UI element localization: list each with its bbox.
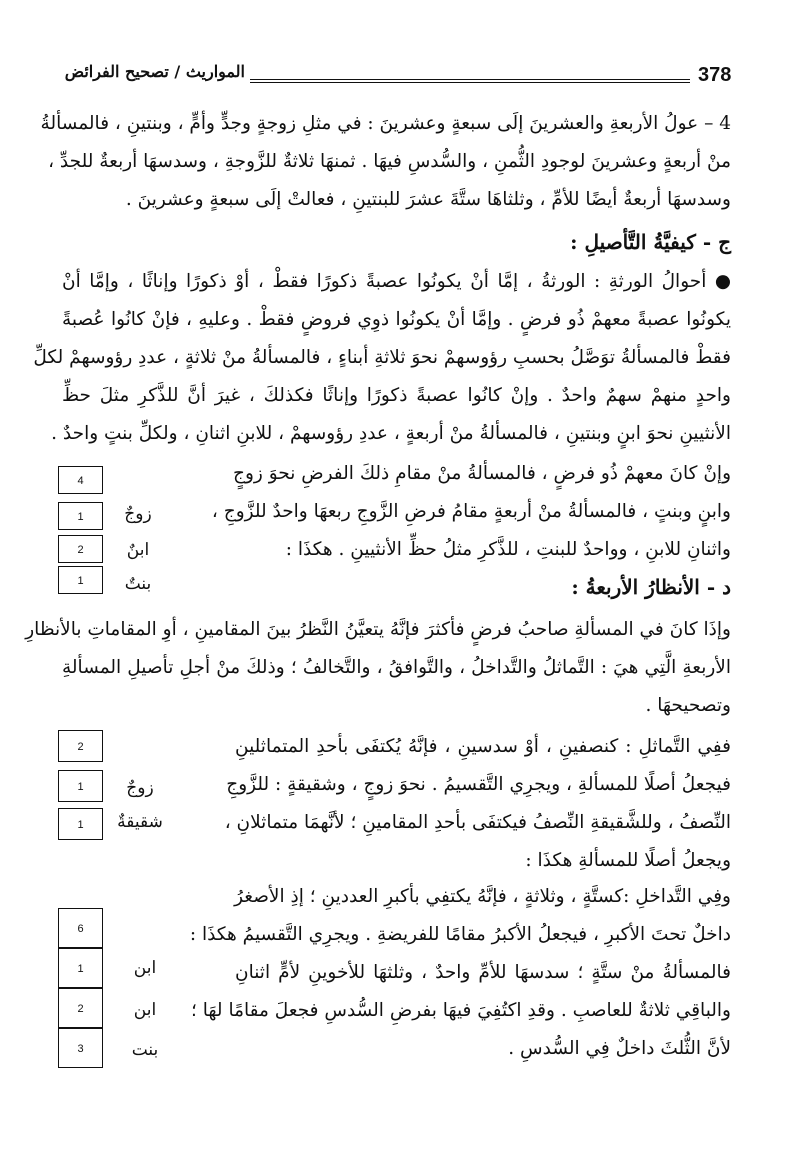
table-total-cell: 4 [58, 466, 103, 494]
text-line: فقطْ فالمسألةُ توَصَّلُ بحسبِ رؤوسهمْ نحوَ ثلاثةِ أبناءٍ ، فالمسألةُ منْ ثلاثةٍ ، عددِ رؤوسهمْ لكلِّ [33, 347, 731, 368]
text-line: داخلٌ تحتَ الأكبرِ ، فيجعلُ الأكبرُ مقامًا للفريضةِ . ويجرِي التَّقسيمُ هكذَا : [189, 924, 731, 945]
heir-label: بنتٌ [124, 574, 152, 594]
text-line: واحدٍ منهمْ سهمٌ واحدٌ . وإنْ كانُوا عصبةً ذكورًا وإناثًا فكذلكَ ، غيرَ أنَّ للذَّكرِ مثلَ حظِّ [62, 385, 731, 406]
section-heading: د - الأنظارُ الأربعةُ : [571, 575, 731, 599]
heir-label: زوجٌ [126, 778, 154, 798]
table-share-cell: 1 [58, 502, 103, 530]
table-share-cell: 2 [58, 535, 103, 563]
text-line: فيجعلُ أصلًا للمسألةِ ، ويجرِي التَّقسيمُ . نحوَ زوجٍ ، وشقيقةٍ : للزَّوجِ [226, 774, 731, 795]
heir-label: ابنٌ [126, 540, 150, 560]
running-title: المواريث / تصحيح الفرائض [64, 62, 245, 81]
text-line: الأربعةِ الَّتِي هيَ : التَّماثلُ والتَّداخلُ ، والتَّوافقُ ، والتَّخالفُ ؛ وذلكَ منْ أجلِ تأصيلِ المسألةِ [62, 657, 731, 678]
text-line: الأنثيينِ نحوَ ابنٍ وبنتينِ ، فالمسألةُ منْ أربعةٍ ، عددِ رؤوسهمْ ، للابنِ اثنانِ ، ولكلِّ بنتٍ واحدٌ . [51, 423, 731, 444]
text-line: يكونُوا عصبةً معهمْ ذُو فرضٍ . وإمَّا أنْ يكونُوا ذوِي فروضٍ فقطْ . وعليهِ ، فإنْ كانُوا عُصبةً [62, 309, 731, 330]
text-line: واثنانِ للابنِ ، وواحدٌ للبنتِ ، للذَّكرِ مثلُ حظِّ الأنثيينِ . هكذَا : [285, 539, 731, 560]
section-heading: ج - كيفيَّةُ التَّأصيلِ : [570, 230, 731, 254]
text-line: وإنْ كانَ معهمْ ذُو فرضٍ ، فالمسألةُ منْ مقامِ ذلكَ الفرضِ نحوَ زوجٍ [233, 463, 731, 484]
table-share-cell: 3 [58, 1028, 103, 1068]
text-line: منْ أربعةٍ وعشرينَ لوجودِ الثُّمنِ ، والسُّدسِ فيهَا . ثمنهَا ثلاثةٌ للزَّوجةِ ، وسدسهَا أربعةٌ للجدِّ ، [48, 151, 731, 172]
heir-label: بنت [131, 1040, 159, 1060]
table-total-cell: 6 [58, 908, 103, 948]
text-line: فالمسألةُ منْ ستَّةٍ ؛ سدسهَا للأمِّ واحدٌ ، وثلثهَا للأخوينِ لأمٍّ اثنانِ [235, 962, 731, 983]
text-line: وتصحيحهَا . [645, 695, 731, 716]
header-rule [250, 79, 690, 83]
text-line: والباقِي ثلاثةٌ للعاصبِ . وقدِ اكتُفِيَ فيهَا بفرضِ السُّدسِ فجعلَ مقامًا لهَا ؛ [191, 1000, 731, 1021]
page-number: 378 [698, 64, 732, 86]
text-line: لأنَّ الثُّلثَ داخلٌ فِي السُّدسِ . [508, 1038, 731, 1059]
text-line: وإذَا كانَ في المسألةِ صاحبُ فرضٍ فأكثرَ فإنَّهُ يتعيَّنُ النَّظرُ بينَ المقامينِ ، أوِ المقاماتِ بالأنظارِ [25, 619, 731, 640]
table-share-cell: 1 [58, 566, 103, 594]
text-line: النِّصفُ ، وللشَّقيقةِ النِّصفُ فيكتفَى بأحدِ المقامينِ ؛ لأنَّهمَا متماثلانِ ، [224, 812, 731, 833]
text-line: 4 – عولُ الأربعةِ والعشرينَ إلَى سبعةٍ وعشرينَ : في مثلِ زوجةٍ وجدٍّ وأمٍّ ، وبنتينِ ، فالمسألةُ [40, 113, 731, 134]
table-share-cell: 1 [58, 770, 103, 802]
text-line: وسدسهَا أربعةٌ أيضًا للأمِّ ، وثلثاهَا ستَّةَ عشرَ للبنتينِ ، فعالتْ إلَى سبعةٍ وعشرينَ . [125, 189, 731, 210]
heir-label: شقيقةٌ [117, 812, 163, 832]
text-line: وابنٍ وبنتٍ ، فالمسألةُ منْ أربعةٍ مقامُ فرضِ الزَّوجِ ربعهَا واحدٌ للزَّوجِ ، [211, 501, 731, 522]
text-line: ● أحوالُ الورثةِ : الورثةُ ، إمَّا أنْ يكونُوا عصبةً ذكورًا فقطْ ، أوْ ذكورًا وإناثًا ، وإمَّا أنْ [62, 271, 731, 292]
text-line: وفِي التَّداخلِ :كستَّةٍ ، وثلاثةٍ ، فإنَّهُ يكتفِي بأكبرِ العددينِ ؛ إذِ الأصغرُ [234, 886, 731, 907]
table-share-cell: 2 [58, 988, 103, 1028]
text-line: ويجعلُ أصلًا للمسألةِ هكذَا : [525, 850, 731, 871]
table-share-cell: 1 [58, 808, 103, 840]
heir-label: زوجٌ [124, 504, 152, 524]
table-share-cell: 1 [58, 948, 103, 988]
heir-label: ابن [133, 1000, 157, 1020]
text-line: ففِي التَّماثلِ : كنصفينِ ، أوْ سدسينِ ، فإنَّهُ يُكتفَى بأحدِ المتماثلينِ [235, 736, 731, 757]
table-total-cell: 2 [58, 730, 103, 762]
heir-label: ابن [133, 958, 157, 978]
